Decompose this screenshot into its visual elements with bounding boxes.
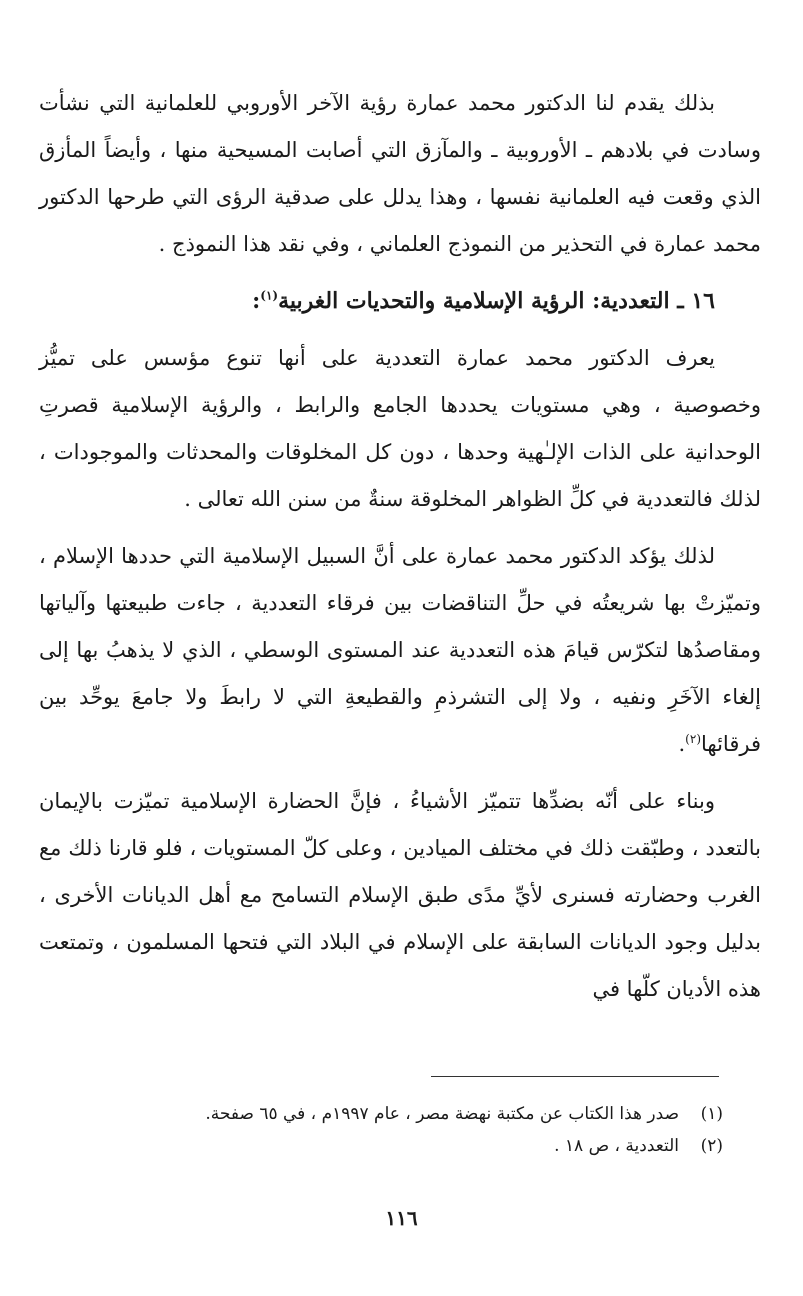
- footnote-ref-2[interactable]: (٢): [685, 732, 701, 746]
- main-text: [39, 80, 761, 1023]
- section-heading-suffix: :: [252, 288, 261, 314]
- footnote-1: [43, 1098, 723, 1130]
- footnote-2: [43, 1130, 723, 1162]
- paragraph-3-suffix: .: [678, 732, 686, 756]
- footnotes: [43, 1098, 723, 1162]
- footnote-ref-1[interactable]: (١): [260, 288, 279, 303]
- paragraph-1: بذلك يقدم لنا الدكتور محمد عمارة رؤية الآخر الأوروبي للعلمانية التي نشأت وسادت في بلادهم ـ الأوروبية ـ والمآزق التي أصابت المسيحية منها ، وأيضاً المأزق الذي وقعت فيه العلمانية نفسها ، وهذا يدلل على صدقية الرؤى التي طرحها الدكتور محمد عمارة في التحذير من النموذج العلماني ، وفي نقد هذا النموذج .: [39, 91, 761, 256]
- page-number: ١١٦: [385, 1206, 418, 1230]
- section-heading-text: ١٦ ـ التعددية: الرؤية الإسلامية والتحديات الغربية: [278, 288, 715, 314]
- paragraph-4: وبناء على أنّه بضدِّها تتميّز الأشياءُ ، فإنَّ الحضارة الإسلامية تميّزت بالإيمان بالتعدد ، وطبّقت ذلك في مختلف الميادين ، وعلى كلّ المستويات ، فلو قارنا ذلك مع الغرب وحضارته فسنرى لأيِّ مدًى طبق الإسلام التسامح مع أهل الديانات الأخرى ، بدليل وجود الديانات السابقة على الإسلام في البلاد التي فتحها المسلمون ، وتمتعت هذه الأديان كلّها في: [39, 789, 761, 1001]
- paragraph-2: يعرف الدكتور محمد عمارة التعددية على أنها تنوع مؤسس على تميُّز وخصوصية ، وهي مستويات يحددها الجامع والرابط ، والرؤية الإسلامية قصرتِ الوحدانية على الذات الإلـٰهية وحدها ، دون كل المخلوقات والمحدثات والموجودات ، لذلك فالتعددية في كلِّ الظواهر المخلوقة سنةٌ من سنن الله تعالى .: [39, 346, 761, 511]
- footnote-2-number: (٢): [700, 1136, 723, 1156]
- paragraph-3-text: لذلك يؤكد الدكتور محمد عمارة على أنَّ السبيل الإسلامية التي حددها الإسلام ، وتميّزتْ بها شريعتُه في حلِّ التناقضات بين فرقاء التعددية ، جاءت طبيعتها وآلياتها ومقاصدُها لتكرّس قيامَ هذه التعددية عند المستوى الوسطي ، الذي لا يذهبُ بها إلى إلغاء الآخَرِ ونفيه ، ولا إلى التشرذمِ والقطيعةِ التي لا رابطَ ولا جامعَ يوحِّد بين فرقائها: [39, 544, 761, 756]
- footnote-1-text: صدر هذا الكتاب عن مكتبة نهضة مصر ، عام ١٩٩٧م ، في ٦٥ صفحة.: [205, 1104, 679, 1124]
- footnote-separator: [431, 1076, 719, 1077]
- section-heading: [39, 278, 761, 325]
- footnote-1-number: (١): [700, 1104, 723, 1124]
- paragraph-3: [39, 533, 761, 768]
- footnote-2-text: التعددية ، ص ١٨ .: [554, 1136, 679, 1156]
